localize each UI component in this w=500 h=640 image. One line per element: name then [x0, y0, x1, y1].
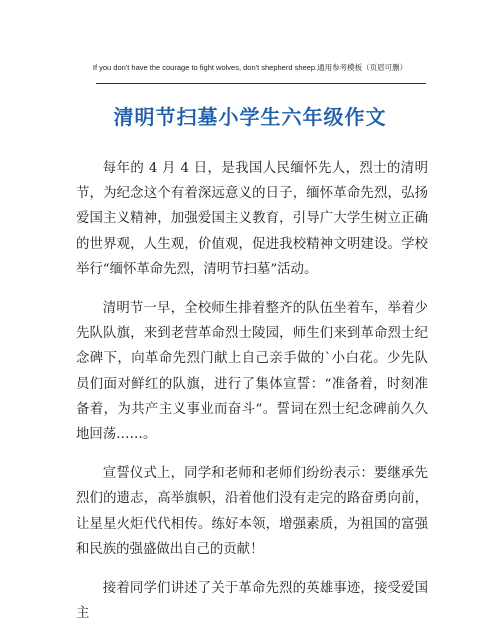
paragraph-3: 宣誓仪式上，同学和老师和老师们纷纷表示：要继承先烈们的遗志，高举旗帜，沿着他们没有走完的路奋勇向前，让星星火炬代代相传。练好本领，增强素质，为祖国的富强和民族的强盛做出自己的贡献！ [76, 466, 428, 557]
paragraph-2: 清明节一早，全校师生排着整齐的队伍坐着车，举着少先队队旗，来到老营革命烈士陵园，师生们来到革命烈士纪念碑下，向革命先烈门献上自己亲手做的`小白花。少先队员们面对鲜红的队旗，进行了集体宣誓：“准备着，时刻准备着，为共产主义事业而奋斗”。誓词在烈士纪念碑前久久地回荡……。 [76, 301, 428, 443]
document-body [76, 156, 428, 640]
header-divider [96, 83, 426, 84]
document-title: 清明节扫墓小学生六年级作文 [113, 105, 387, 129]
page-header: If you don't have the courage to fight wolves, don't shepherd sheep.通用参考模板（页眉可删） [92, 63, 408, 72]
paragraph-4: 接着同学们讲述了关于革命先烈的英雄事迹，接受爱国主 [76, 581, 428, 622]
paragraph-1: 每年的 4 月 4 日，是我国人民缅怀先人，烈士的清明节，为纪念这个有着深远意义的日子，缅怀革命先烈，弘扬爱国主义精神，加强爱国主义教育，引导广大学生树立正确的世界观，人生观，价值观，促进我校精神文明建设。学校举行“缅怀革命先烈，清明节扫墓”活动。 [76, 161, 428, 277]
